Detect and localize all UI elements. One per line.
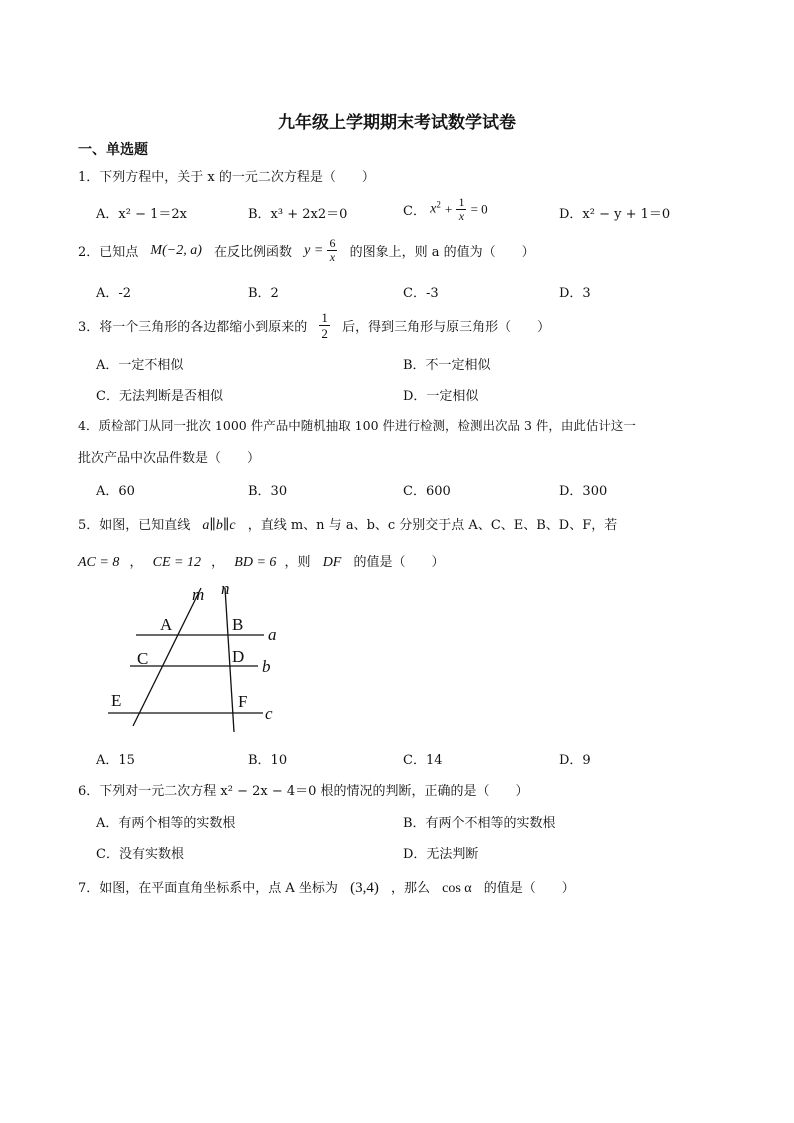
label-point-e: E [111, 691, 122, 710]
section-heading: 一、单选题 [78, 142, 148, 158]
question-3-option-a: A．一定不相似 [96, 358, 184, 373]
question-1-option-c-label: C． [403, 204, 426, 219]
question-1-option-c-plus: + [444, 201, 453, 217]
question-2-option-a: A．-2 [96, 286, 132, 301]
question-2-point: M(−2, a) [150, 242, 202, 258]
question-7-cos-alpha: cos α [442, 881, 472, 896]
question-6-option-c: C．没有实数根 [96, 847, 184, 862]
question-5-df: DF [322, 555, 342, 570]
question-3-option-c: C．无法判断是否相似 [96, 389, 223, 404]
question-5-option-a: A．15 [96, 753, 135, 768]
label-point-d: D [232, 647, 245, 666]
page-title: 九年级上学期期末考试数学试卷 [278, 113, 516, 133]
question-5-option-b: B．10 [248, 753, 288, 768]
question-5-bd: BD = 6 [234, 555, 277, 570]
question-5-stem-line-2: AC = 8 ， CE = 12 ， BD = 6 ，则 DF 的值是（ ） [78, 555, 445, 570]
question-4-option-a: A．60 [96, 484, 135, 499]
question-7-coordinate: (3,4) [350, 880, 379, 896]
question-6-stem: 6．下列对一元二次方程 x² − 2x − 4＝0 根的情况的判断，正确的是（ ） [78, 784, 529, 799]
label-point-b: B [232, 615, 244, 634]
label-point-c: C [137, 649, 149, 668]
question-5-ce: CE = 12 [152, 555, 201, 570]
question-1-option-c-exp: 2 [436, 199, 441, 210]
question-3-fraction: $\frac{1}{2}$ [321, 310, 328, 341]
question-5-parallel: a∥b∥c [202, 518, 236, 533]
label-line-b: b [262, 657, 271, 676]
question-3-option-b: B．不一定相似 [403, 358, 491, 373]
question-5-option-d: D．9 [559, 753, 591, 768]
question-4-option-c: C．600 [403, 484, 451, 499]
question-2-function: y = [304, 242, 324, 258]
question-3-stem: 3．将一个三角形的各边都缩小到原来的 $\frac{1}{2}$ 后，得到三角形与原三角形（ ） [78, 310, 551, 341]
question-1-option-c-fraction: $\frac{1}{x}$ [458, 195, 465, 223]
label-point-a: A [160, 615, 173, 634]
question-5-option-c: C．14 [403, 753, 443, 768]
question-1-stem: 1．下列方程中，关于 x 的一元二次方程是（ ） [78, 170, 375, 185]
label-m: m [192, 585, 205, 604]
question-1-option-c [403, 196, 488, 223]
question-2-fraction: $\frac{6}{x}$ [329, 236, 336, 264]
question-1-option-c-equals: = 0 [470, 201, 488, 217]
question-1-option-a: A．x² − 1＝2x [96, 207, 187, 222]
label-line-a: a [268, 625, 277, 644]
question-3-option-d: D．一定相似 [403, 389, 479, 404]
question-2-option-b: B．2 [248, 286, 279, 301]
question-2-option-c: C．-3 [403, 286, 439, 301]
question-1-option-b: B．x³ + 2x2＝0 [248, 207, 348, 222]
question-2-option-d: D．3 [559, 286, 591, 301]
label-point-f: F [238, 692, 248, 711]
question-6-option-d: D．无法判断 [403, 847, 479, 862]
question-2-stem: 2．已知点 M(−2, a) 在反比例函数 y = $\frac{6}{x}$ 的图象上，则 a 的值为（ ） [78, 236, 535, 264]
label-n: n [221, 580, 230, 598]
question-4-option-d: D．300 [559, 484, 608, 499]
question-5-ac: AC = 8 [78, 555, 120, 570]
question-5-figure [100, 580, 300, 740]
question-4-option-b: B．30 [248, 484, 288, 499]
question-6-option-b: B．有两个不相等的实数根 [403, 816, 556, 831]
question-1-option-d: D．x² − y + 1＝0 [559, 207, 671, 222]
question-4-stem-line-1: 4．质检部门从同一批次 1000 件产品中随机抽取 100 件进行检测，检测出次品 3 件，由此估计这一 [78, 418, 636, 433]
label-line-c: c [265, 704, 273, 723]
question-6-option-a: A．有两个相等的实数根 [96, 816, 236, 831]
question-1-option-c-var: x [430, 201, 437, 217]
question-4-stem-line-2: 批次产品中次品件数是（ ） [78, 451, 261, 466]
parallel-lines-diagram [100, 580, 300, 740]
question-5-stem-line-1: 5．如图，已知直线 a∥b∥c ，直线 m、n 与 a、b、c 分别交于点 A、C、E、B、D、F，若 [78, 518, 618, 533]
question-7-stem: 7．如图，在平面直角坐标系中，点 A 坐标为 (3,4) ，那么 cos α 的值是（ ） [78, 880, 575, 896]
